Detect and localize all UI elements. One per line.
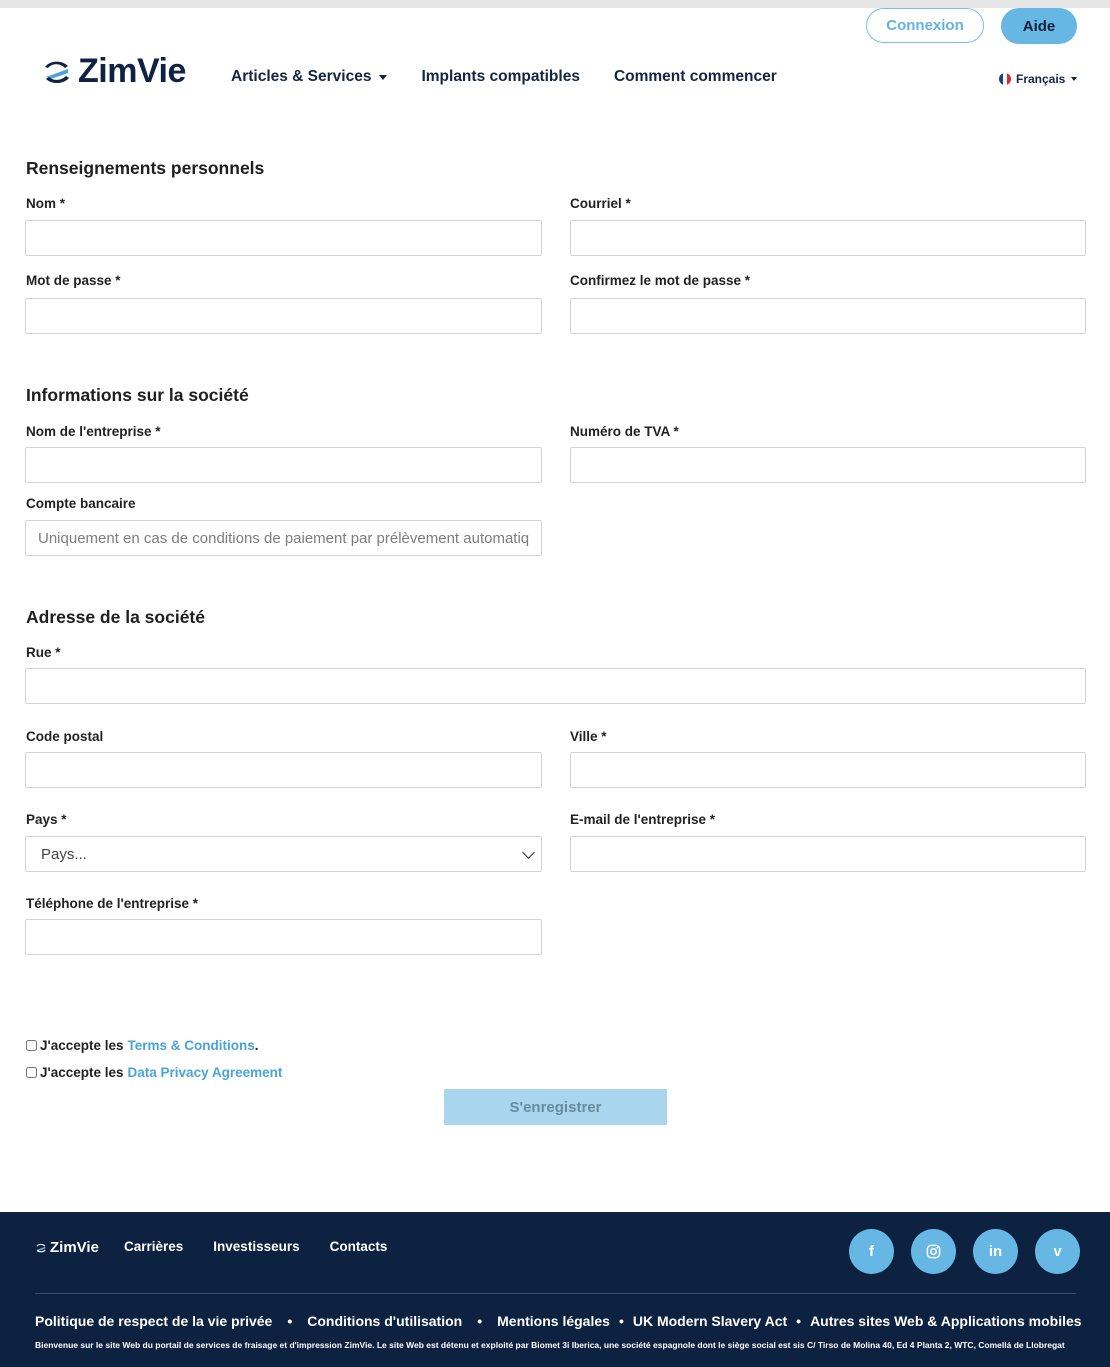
terms-row <box>26 1038 259 1053</box>
register-button[interactable]: S'enregistrer <box>444 1089 667 1125</box>
footer-link-contacts[interactable]: Contacts <box>329 1239 388 1254</box>
language-selector[interactable] <box>999 72 1077 86</box>
nav-getting-started[interactable] <box>614 68 777 86</box>
terms-prefix: J'accepte les <box>40 1038 124 1053</box>
city-input[interactable] <box>570 752 1086 788</box>
legal-links <box>35 1313 1082 1329</box>
language-label: Français <box>1016 72 1066 86</box>
vimeo-icon[interactable] <box>1035 1229 1080 1274</box>
linkedin-icon[interactable] <box>973 1229 1018 1274</box>
postal-code-label: Code postal <box>26 729 104 744</box>
email-label: Courriel * <box>570 196 631 211</box>
footer-logo[interactable] <box>35 1239 99 1256</box>
footer-links <box>124 1239 417 1254</box>
country-select-value: Pays... <box>41 845 87 863</box>
footer-logo-text: ZimVie <box>50 1239 99 1256</box>
company-name-label: Nom de l'entreprise * <box>26 424 161 439</box>
street-label: Rue * <box>26 645 61 660</box>
instagram-glyph <box>926 1244 941 1259</box>
name-input[interactable] <box>25 220 542 256</box>
zimvie-logo-icon <box>42 57 72 87</box>
vat-label: Numéro de TVA * <box>570 424 679 439</box>
social-links <box>849 1229 1080 1274</box>
legal-link-other-sites[interactable]: Autres sites Web & Applications mobiles <box>810 1313 1082 1329</box>
company-email-label: E-mail de l'entreprise * <box>570 812 716 827</box>
logo-text: ZimVie <box>78 52 186 90</box>
footer-link-careers[interactable]: Carrières <box>124 1239 184 1254</box>
nav-label: Articles & Services <box>231 68 372 85</box>
help-button[interactable]: Aide <box>1001 8 1077 44</box>
terms-link[interactable]: Terms & Conditions <box>127 1038 255 1053</box>
privacy-prefix: J'accepte les <box>40 1065 124 1080</box>
confirm-password-label: Confirmez le mot de passe * <box>570 273 751 288</box>
top-strip <box>0 0 1110 8</box>
vimeo-glyph: v <box>1053 1243 1062 1260</box>
confirm-password-input[interactable] <box>570 298 1086 334</box>
vat-input[interactable] <box>570 447 1086 483</box>
street-input[interactable] <box>25 668 1086 704</box>
nav-articles-services[interactable] <box>231 68 387 86</box>
facebook-glyph: f <box>869 1243 874 1260</box>
company-email-input[interactable] <box>570 836 1086 872</box>
nav-label: Comment commencer <box>613 68 777 85</box>
footer-link-investors[interactable]: Investisseurs <box>213 1239 300 1254</box>
legal-link-terms[interactable]: Conditions d'utilisation <box>307 1313 463 1329</box>
instagram-icon[interactable] <box>911 1229 956 1274</box>
nav-label: Implants compatibles <box>421 68 580 85</box>
french-flag-icon <box>999 73 1011 85</box>
separator: • <box>796 1313 802 1329</box>
legal-link-notices[interactable]: Mentions légales <box>497 1313 610 1329</box>
company-phone-label: Téléphone de l'entreprise * <box>26 896 199 911</box>
terms-suffix: . <box>254 1038 259 1053</box>
linkedin-glyph: in <box>988 1243 1003 1260</box>
separator: • <box>618 1313 624 1329</box>
zimvie-logo-icon <box>35 1242 47 1254</box>
privacy-row <box>26 1065 282 1080</box>
legal-link-slavery-act[interactable]: UK Modern Slavery Act <box>632 1313 788 1329</box>
name-label: Nom * <box>26 196 66 211</box>
password-label: Mot de passe * <box>26 273 121 288</box>
separator: • <box>287 1313 293 1329</box>
country-label: Pays * <box>26 812 67 827</box>
terms-checkbox[interactable] <box>26 1040 37 1051</box>
privacy-checkbox[interactable] <box>26 1067 37 1078</box>
postal-code-input[interactable] <box>25 752 542 788</box>
caret-down-icon <box>1071 77 1077 81</box>
section-company-title: Informations sur la société <box>26 385 249 405</box>
nav-compatible-implants[interactable] <box>421 68 579 86</box>
facebook-icon[interactable] <box>849 1229 894 1274</box>
email-input[interactable] <box>570 220 1086 256</box>
site-footer <box>0 1212 1110 1367</box>
chevron-down-icon <box>522 846 535 859</box>
section-address-title: Adresse de la société <box>26 607 205 627</box>
bank-account-input[interactable] <box>25 520 542 556</box>
zimvie-logo[interactable] <box>42 52 186 91</box>
separator: • <box>477 1313 483 1329</box>
legal-link-privacy[interactable]: Politique de respect de la vie privée <box>35 1313 273 1329</box>
footer-welcome-text: Bienvenue sur le site Web du portail de services de fraisage et d'impression ZimVie. Le site Web est détenu et exploité par Biomet 3i Iberica, une société espagnole dont le siège social est sis C/ Tirso de Molina 40, Ed 4 Planta 2, WTC, Comellá de Llobregat <box>35 1340 1065 1350</box>
main-nav <box>231 68 777 86</box>
footer-divider <box>35 1293 1076 1294</box>
site-header <box>0 8 1110 100</box>
caret-down-icon <box>379 75 387 80</box>
company-name-input[interactable] <box>25 447 542 483</box>
section-personal-title: Renseignements personnels <box>26 158 265 178</box>
privacy-link[interactable]: Data Privacy Agreement <box>127 1065 283 1080</box>
login-button[interactable]: Connexion <box>866 8 984 43</box>
city-label: Ville * <box>570 729 607 744</box>
company-phone-input[interactable] <box>25 919 542 955</box>
password-input[interactable] <box>25 298 542 334</box>
country-select[interactable] <box>25 836 542 872</box>
bank-account-label: Compte bancaire <box>26 496 136 511</box>
